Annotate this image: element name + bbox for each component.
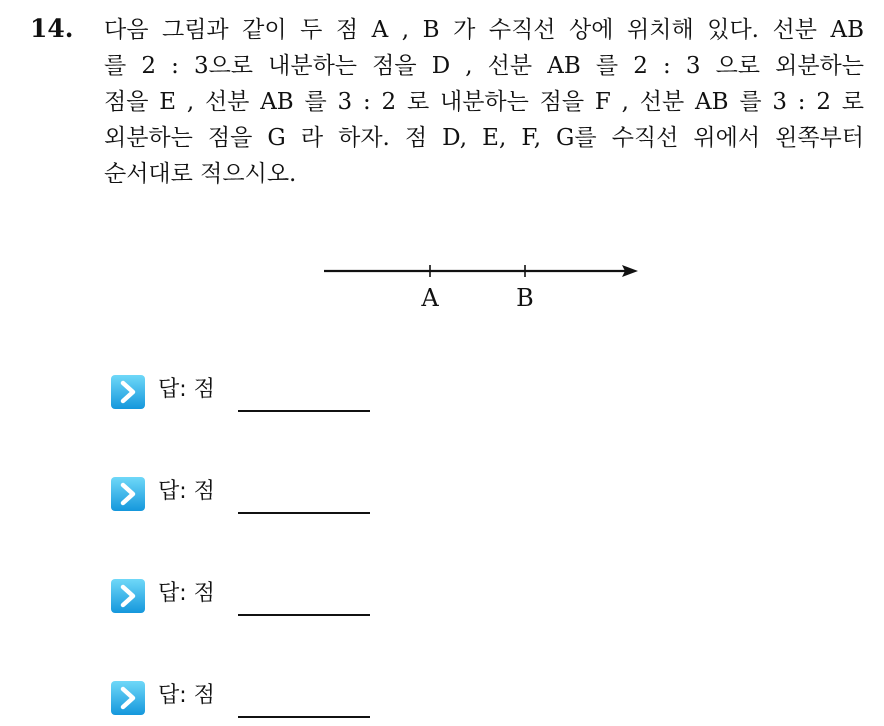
- number-line-figure: [320, 255, 650, 325]
- question-line-2: 를 2 : 3으로 내분하는 점을 D , 선분 AB 를 2 : 3 으로 외분하는: [104, 53, 864, 79]
- question-number: 14.: [30, 14, 74, 43]
- answer-label: 답: 점: [158, 377, 215, 402]
- answer-blank-2[interactable]: [238, 512, 370, 514]
- question-line-3: 점을 E , 선분 AB 를 3 : 2 로 내분하는 점을 F , 선분 AB 를 3 : 2 로: [104, 89, 864, 115]
- point-a-label: A: [421, 284, 439, 312]
- chevron-right-icon: [110, 578, 146, 614]
- answer-blank-3[interactable]: [238, 614, 370, 616]
- chevron-right-icon: [110, 680, 146, 716]
- chevron-right-icon: [110, 476, 146, 512]
- question-line-1: 다음 그림과 같이 두 점 A , B 가 수직선 상에 위치해 있다. 선분 AB: [104, 17, 864, 43]
- answer-label: 답: 점: [158, 581, 215, 606]
- number-line-svg: [320, 255, 650, 325]
- answer-row-3: [110, 574, 390, 624]
- answer-row-1: [110, 370, 390, 420]
- question-text: [104, 12, 864, 192]
- answer-label: 답: 점: [158, 479, 215, 504]
- answer-row-4: [110, 676, 390, 726]
- answer-blank-4[interactable]: [238, 716, 370, 718]
- point-b-label: B: [516, 284, 534, 312]
- question-line-5: 순서대로 적으시오.: [104, 161, 297, 187]
- question-line-4: 외분하는 점을 G 라 하자. 점 D, E, F, G를 수직선 위에서 왼쪽부터: [104, 125, 864, 151]
- answer-label: 답: 점: [158, 683, 215, 708]
- answer-row-2: [110, 472, 390, 522]
- answer-blank-1[interactable]: [238, 410, 370, 412]
- chevron-right-icon: [110, 374, 146, 410]
